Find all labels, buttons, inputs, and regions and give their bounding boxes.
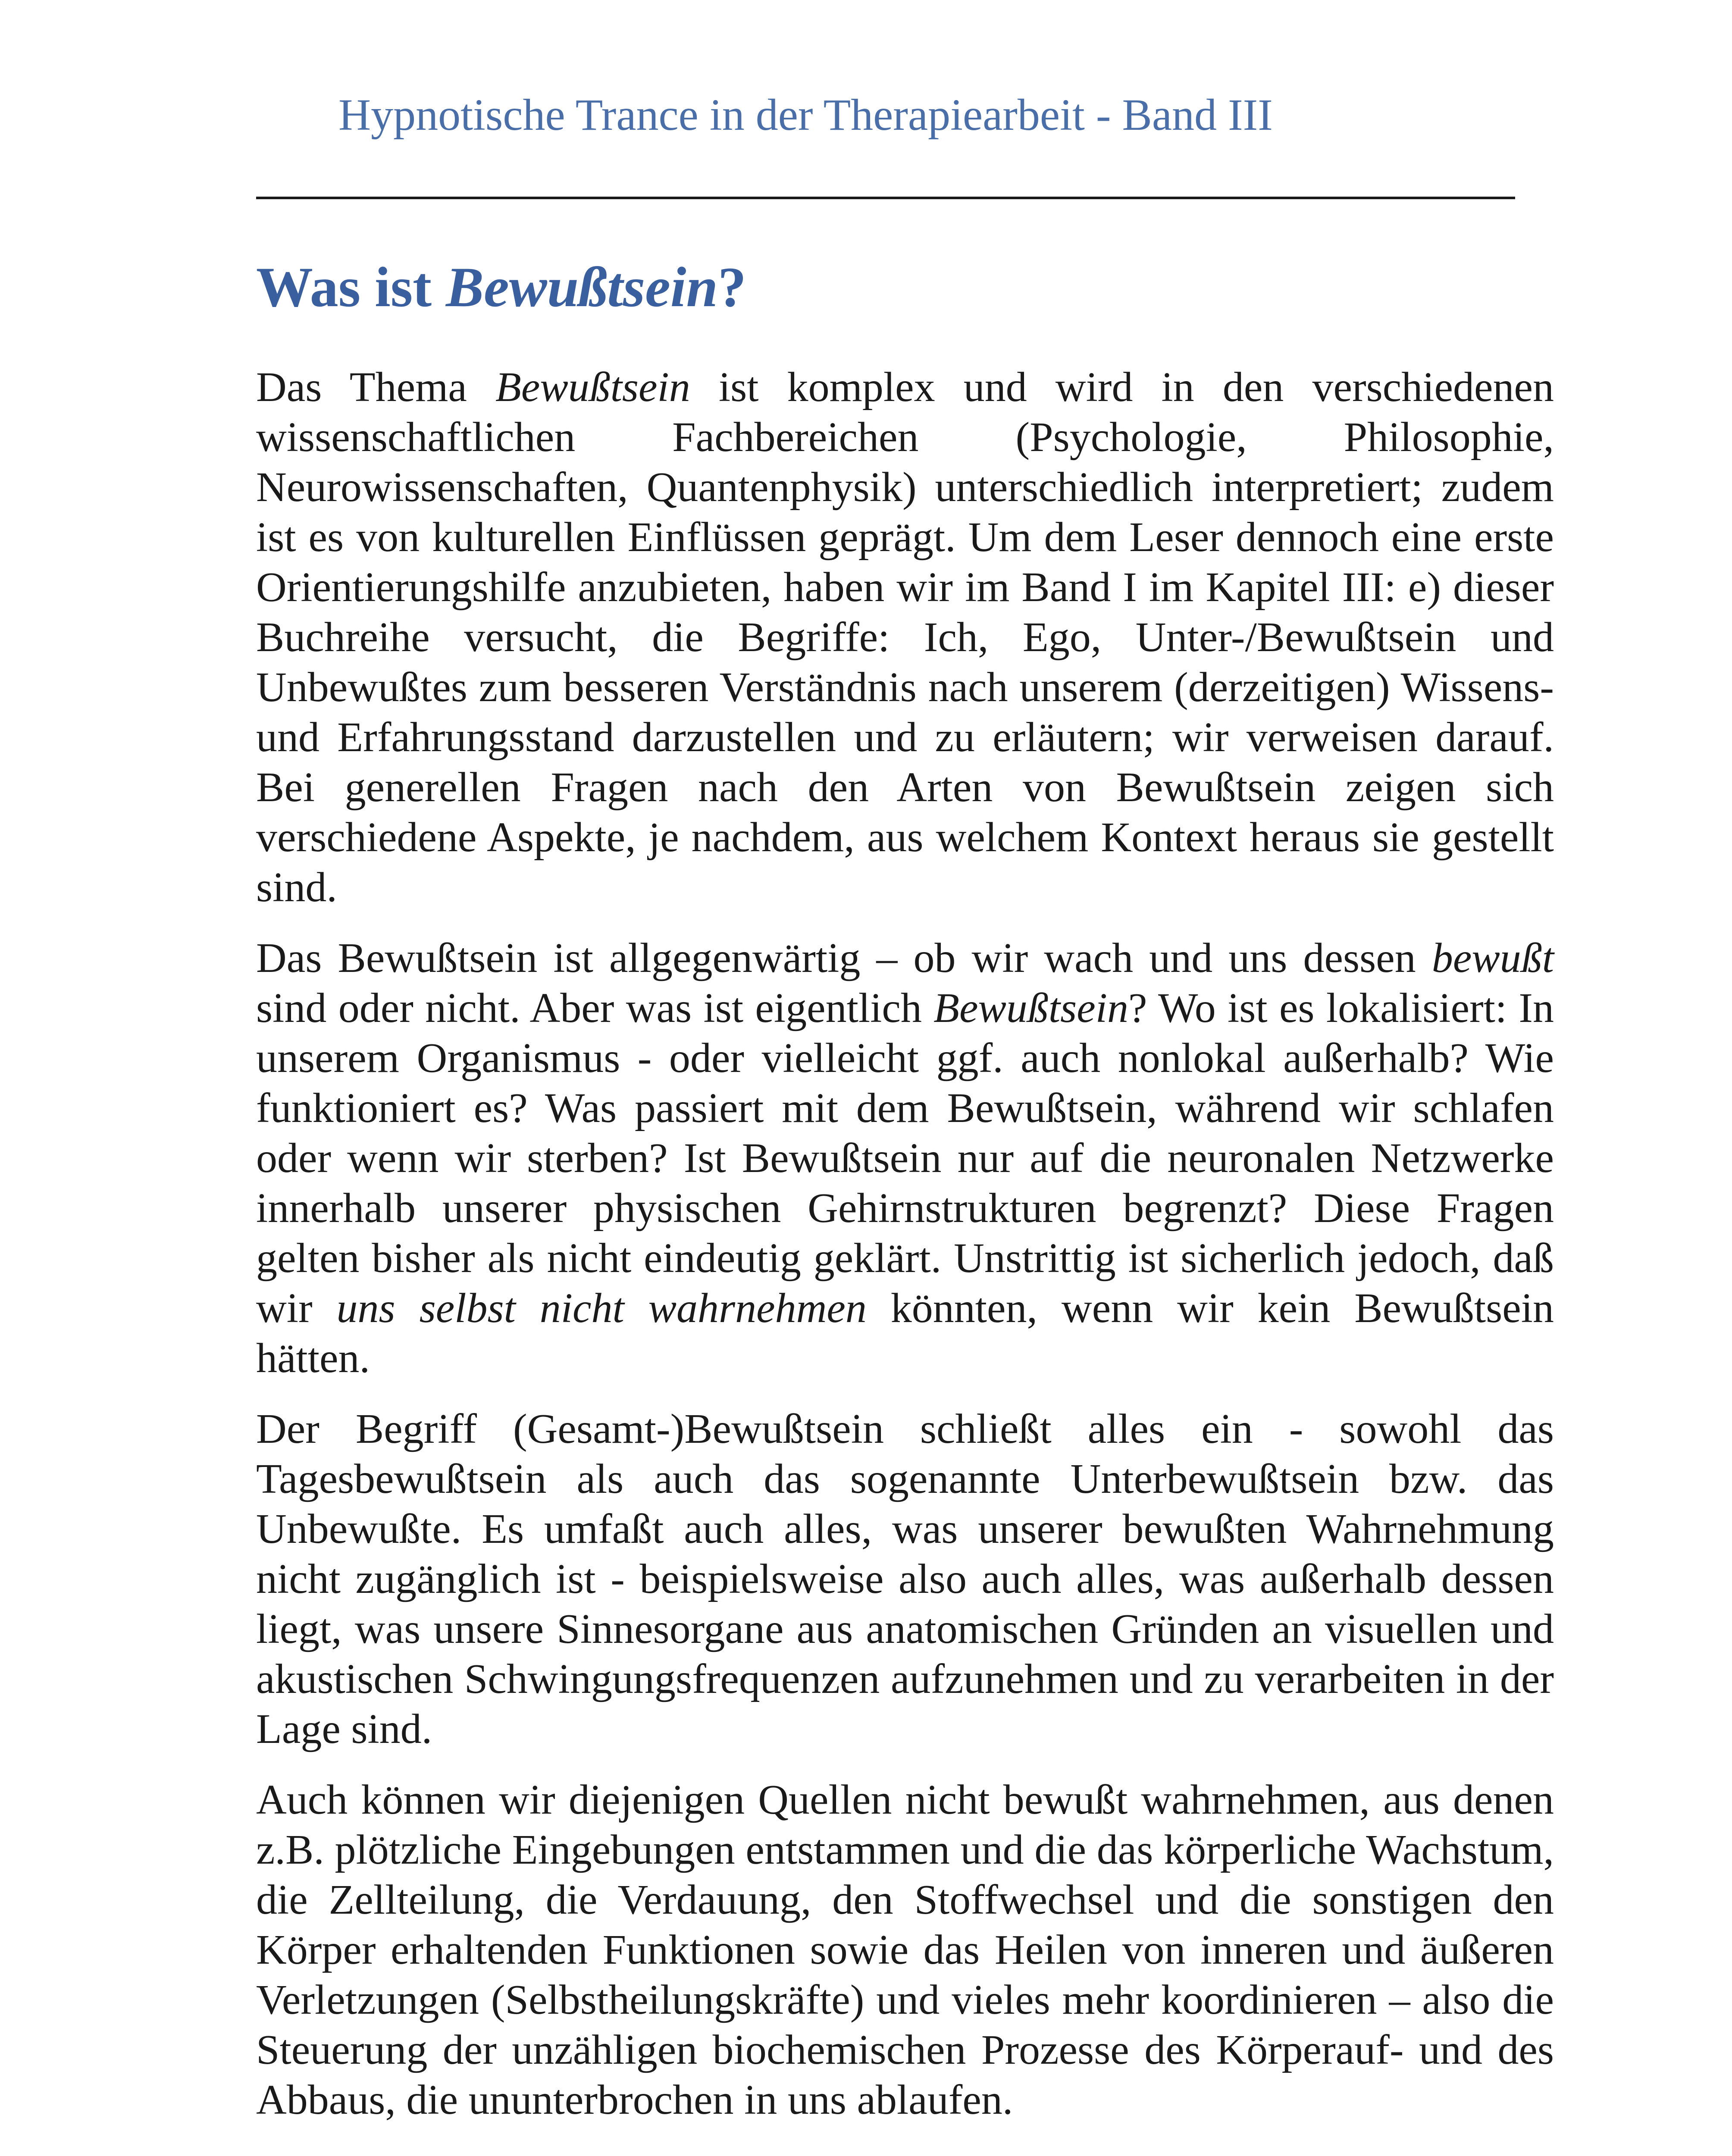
chapter-title-emphasis: Bewußtsein [446, 255, 718, 319]
paragraph-2 [256, 933, 1554, 1383]
paragraph-3: Der Begriff (Gesamt-)Bewußtsein schließt alles ein - sowohl das Tagesbewußtsein als auch das sogenannte Unterbewußtsein bzw. das Unbewußte. Es umfaßt auch alles, was unserer bewußten Wahrnehmung nicht zugänglich ist - beispielsweise also auch alles, was außerhalb dessen liegt, was unsere Sinnesorgane aus anatomischen Gründen an visuellen und akustischen Schwingungsfrequenzen aufzunehmen und zu verarbeiten in der Lage sind. [256, 1406, 1554, 1752]
body-text [256, 362, 1554, 2146]
p1-text-a: Das Thema [256, 364, 495, 411]
p2-text-g: könnten, wenn wir kein Bewußtsein hätten. [256, 1285, 1554, 1382]
p1-emphasis: Bewußtsein [495, 364, 690, 411]
paragraph-1 [256, 362, 1554, 912]
running-header: Hypnotische Trance in der Therapiearbeit - Band III [338, 90, 1273, 140]
p1-text-c: ist komplex und wird in den verschiedenen wissenschaftlichen Fachbereichen (Psychologie, Philosophie, Neurowissenschaften, Quantenphysik) unterschiedlich interpretiert; zudem ist es von kulturellen Einflüssen geprägt. Um dem Leser dennoch eine erste Orientierungshilfe anzubieten, haben wir im Band I im Kapitel III: e) dieser Buchreihe versucht, die Begriffe: Ich, Ego, Unter-/Bewußtsein und Unbewußtes zum besseren Verständnis nach unserem (derzeitigen) Wissens- und Erfahrungsstand darzustellen und zu erläutern; wir verweisen darauf. Bei generellen Fragen nach den Arten von Bewußtsein zeigen sich verschiedene Aspekte, je nachdem, aus welchem Kontext heraus sie gestellt sind. [256, 364, 1554, 911]
p2-text-a: Das Bewußtsein ist allgegenwärtig – ob wir wach und uns dessen [256, 935, 1432, 981]
p2-emphasis-2: Bewußtsein [933, 985, 1128, 1031]
paragraph-4: Auch können wir diejenigen Quellen nicht bewußt wahrnehmen, aus denen z.B. plötzliche Eingebungen entstammen und die das körperliche Wachstum, die Zellteilung, die Verdauung, den Stoffwechsel und die sonstigen den Körper erhaltenden Funktionen sowie das Heilen von inneren und äußeren Verletzungen (Selbstheilungskräfte) und vieles mehr koordinieren – also die Steuerung der unzähligen biochemischen Prozesse des Körperauf- und des Abbaus, die ununterbrochen in uns ablaufen. [256, 1777, 1554, 2123]
p2-emphasis-3: uns selbst nicht wahrnehmen [336, 1285, 867, 1332]
chapter-title-prefix: Was ist [256, 255, 446, 319]
p2-emphasis-1: bewußt [1431, 935, 1554, 981]
p2-text-c: sind oder nicht. Aber was ist eigentlich [256, 985, 934, 1031]
chapter-title [256, 255, 746, 319]
p2-text-e: ? Wo ist es lokalisiert: In unserem Organismus - oder vielleicht ggf. auch nonlokal außerhalb? Wie funktioniert es? Was passiert mit dem Bewußtsein, während wir schlafen oder wenn wir sterben? Ist Bewußtsein nur auf die neuronalen Netzwerke innerhalb unserer physischen Gehirnstrukturen begrenzt? Diese Fragen gelten bisher als nicht eindeutig geklärt. Unstrittig ist sicherlich jedoch, daß wir [256, 985, 1554, 1332]
header-divider [256, 197, 1515, 199]
chapter-title-suffix: ? [717, 255, 746, 319]
